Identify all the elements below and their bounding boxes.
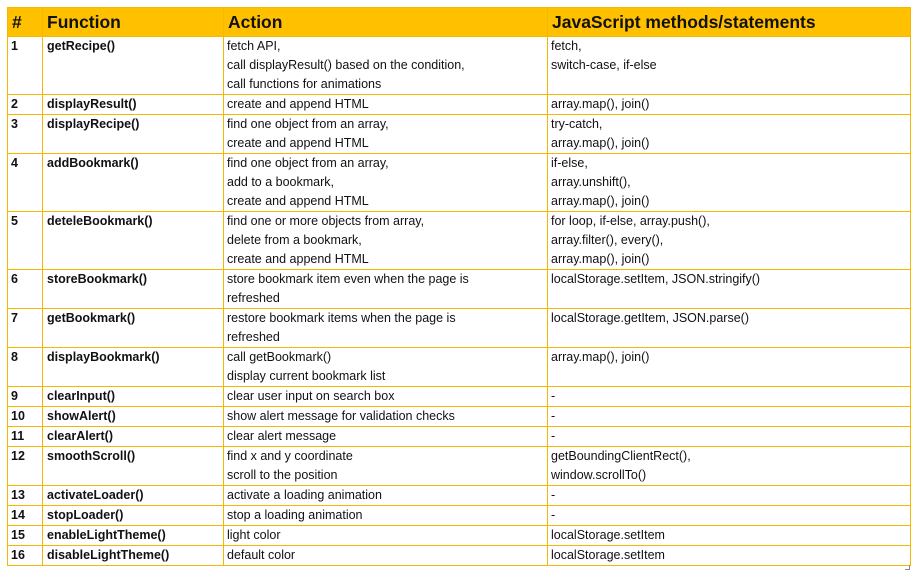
action-line: add to a bookmark, xyxy=(227,175,335,189)
action-line: create and append HTML xyxy=(227,252,369,266)
action-cell xyxy=(224,95,548,115)
action-line: store bookmark item even when the page is xyxy=(227,272,469,286)
action-cell xyxy=(224,486,548,506)
row-number xyxy=(8,270,43,309)
function-name: clearInput() xyxy=(47,389,116,403)
row-number xyxy=(8,212,43,270)
action-line: refreshed xyxy=(227,330,280,344)
methods-line: window.scrollTo() xyxy=(551,468,647,482)
action-cell xyxy=(224,270,548,309)
action-line: scroll to the position xyxy=(227,468,338,482)
action-line: call getBookmark() xyxy=(227,350,332,364)
function-name-cell xyxy=(43,348,224,387)
row-number xyxy=(8,407,43,427)
function-name: enableLightTheme() xyxy=(47,528,166,542)
action-line: clear alert message xyxy=(227,429,337,443)
action-line: find x and y coordinate xyxy=(227,449,353,463)
action-line: restore bookmark items when the page is xyxy=(227,311,456,325)
row-number xyxy=(8,37,43,95)
function-name: displayBookmark() xyxy=(47,350,160,364)
function-name-cell xyxy=(43,387,224,407)
methods-cell xyxy=(548,154,911,212)
methods-cell xyxy=(548,212,911,270)
table-row xyxy=(8,486,911,506)
function-name-cell xyxy=(43,407,224,427)
action-cell xyxy=(224,447,548,486)
row-number xyxy=(8,447,43,486)
methods-line: array.map(), join() xyxy=(551,194,650,208)
function-name: storeBookmark() xyxy=(47,272,148,286)
function-name-cell xyxy=(43,154,224,212)
action-cell xyxy=(224,506,548,526)
function-name-cell xyxy=(43,447,224,486)
function-name-cell xyxy=(43,486,224,506)
action-line: create and append HTML xyxy=(227,136,369,150)
action-cell xyxy=(224,546,548,566)
function-name-cell xyxy=(43,95,224,115)
action-line: activate a loading animation xyxy=(227,488,382,502)
function-name: deteleBookmark() xyxy=(47,214,153,228)
methods-cell xyxy=(548,526,911,546)
action-line: refreshed xyxy=(227,291,280,305)
action-cell xyxy=(224,407,548,427)
action-line: find one or more objects from array, xyxy=(227,214,425,228)
row-number xyxy=(8,427,43,447)
action-line: find one object from an array, xyxy=(227,117,389,131)
action-cell xyxy=(224,37,548,95)
row-number-text: 5 xyxy=(11,214,18,228)
table-row xyxy=(8,506,911,526)
table-row xyxy=(8,95,911,115)
row-number-text: 3 xyxy=(11,117,18,131)
action-line: show alert message for validation checks xyxy=(227,409,455,423)
function-name: clearAlert() xyxy=(47,429,113,443)
methods-cell xyxy=(548,95,911,115)
row-number-text: 4 xyxy=(11,156,18,170)
action-line: stop a loading animation xyxy=(227,508,363,522)
methods-line: - xyxy=(551,389,556,403)
function-name: displayRecipe() xyxy=(47,117,140,131)
function-name-cell xyxy=(43,270,224,309)
function-name: displayResult() xyxy=(47,97,137,111)
methods-cell xyxy=(548,348,911,387)
function-name-cell xyxy=(43,115,224,154)
methods-cell xyxy=(548,427,911,447)
action-cell xyxy=(224,387,548,407)
row-number-text: 13 xyxy=(11,488,25,502)
row-number xyxy=(8,486,43,506)
methods-line: - xyxy=(551,409,556,423)
function-name: addBookmark() xyxy=(47,156,139,170)
action-cell xyxy=(224,115,548,154)
methods-line: array.unshift(), xyxy=(551,175,631,189)
function-name-cell xyxy=(43,526,224,546)
row-number xyxy=(8,95,43,115)
row-number-text: 10 xyxy=(11,409,25,423)
table-row xyxy=(8,212,911,270)
methods-cell xyxy=(548,506,911,526)
header-methods: JavaScript methods/statements xyxy=(548,8,911,37)
row-number-text: 9 xyxy=(11,389,18,403)
action-cell xyxy=(224,309,548,348)
methods-line: - xyxy=(551,488,556,502)
action-line: fetch API, xyxy=(227,39,281,53)
function-name: getBookmark() xyxy=(47,311,136,325)
header-function: Function xyxy=(43,8,224,37)
row-number-text: 11 xyxy=(11,429,25,443)
function-name: getRecipe() xyxy=(47,39,116,53)
table-row xyxy=(8,309,911,348)
action-line: call displayResult() based on the condition, xyxy=(227,58,465,72)
row-number xyxy=(8,348,43,387)
methods-cell xyxy=(548,270,911,309)
methods-cell xyxy=(548,115,911,154)
table-row xyxy=(8,546,911,566)
methods-line: localStorage.setItem xyxy=(551,528,665,542)
function-name: showAlert() xyxy=(47,409,116,423)
function-name-cell xyxy=(43,427,224,447)
methods-line: fetch, xyxy=(551,39,582,53)
row-number-text: 12 xyxy=(11,449,25,463)
function-name: stopLoader() xyxy=(47,508,124,522)
row-number xyxy=(8,115,43,154)
table-body xyxy=(8,37,911,566)
table-row xyxy=(8,154,911,212)
action-line: create and append HTML xyxy=(227,194,369,208)
function-name-cell xyxy=(43,212,224,270)
table-row xyxy=(8,387,911,407)
functions-table xyxy=(7,7,911,566)
methods-line: - xyxy=(551,508,556,522)
function-name-cell xyxy=(43,546,224,566)
row-number xyxy=(8,526,43,546)
table-row xyxy=(8,427,911,447)
action-line: delete from a bookmark, xyxy=(227,233,362,247)
functions-table-wrapper xyxy=(7,7,910,566)
methods-line: localStorage.setItem, JSON.stringify() xyxy=(551,272,761,286)
row-number-text: 16 xyxy=(11,548,25,562)
row-number-text: 6 xyxy=(11,272,18,286)
methods-line: localStorage.getItem, JSON.parse() xyxy=(551,311,749,325)
action-line: create and append HTML xyxy=(227,97,369,111)
methods-line: array.map(), join() xyxy=(551,252,650,266)
row-number xyxy=(8,546,43,566)
methods-cell xyxy=(548,387,911,407)
methods-line: array.map(), join() xyxy=(551,136,650,150)
function-name: smoothScroll() xyxy=(47,449,136,463)
header-row xyxy=(8,8,911,37)
row-number xyxy=(8,387,43,407)
methods-cell xyxy=(548,447,911,486)
methods-cell xyxy=(548,309,911,348)
table-row xyxy=(8,115,911,154)
methods-line: if-else, xyxy=(551,156,588,170)
methods-line: try-catch, xyxy=(551,117,603,131)
row-number-text: 14 xyxy=(11,508,25,522)
methods-line: for loop, if-else, array.push(), xyxy=(551,214,710,228)
methods-line: - xyxy=(551,429,556,443)
table-row xyxy=(8,37,911,95)
row-number-text: 8 xyxy=(11,350,18,364)
row-number xyxy=(8,506,43,526)
table-row xyxy=(8,526,911,546)
action-line: find one object from an array, xyxy=(227,156,389,170)
header-action: Action xyxy=(224,8,548,37)
action-cell xyxy=(224,154,548,212)
action-cell xyxy=(224,427,548,447)
methods-line: switch-case, if-else xyxy=(551,58,657,72)
row-number xyxy=(8,154,43,212)
action-line: call functions for animations xyxy=(227,77,382,91)
action-line: light color xyxy=(227,528,281,542)
methods-cell xyxy=(548,37,911,95)
row-number-text: 15 xyxy=(11,528,25,542)
methods-line: array.map(), join() xyxy=(551,97,650,111)
row-number-text: 2 xyxy=(11,97,18,111)
action-cell xyxy=(224,526,548,546)
action-cell xyxy=(224,348,548,387)
methods-cell xyxy=(548,486,911,506)
function-name-cell xyxy=(43,37,224,95)
row-number xyxy=(8,309,43,348)
action-line: clear user input on search box xyxy=(227,389,395,403)
methods-line: localStorage.setItem xyxy=(551,548,665,562)
action-cell xyxy=(224,212,548,270)
methods-line: getBoundingClientRect(), xyxy=(551,449,691,463)
action-line: default color xyxy=(227,548,296,562)
header-number: # xyxy=(8,8,43,37)
table-row xyxy=(8,447,911,486)
methods-line: array.map(), join() xyxy=(551,350,650,364)
methods-line: array.filter(), every(), xyxy=(551,233,664,247)
function-name: disableLightTheme() xyxy=(47,548,170,562)
function-name: activateLoader() xyxy=(47,488,144,502)
function-name-cell xyxy=(43,309,224,348)
methods-cell xyxy=(548,407,911,427)
methods-cell xyxy=(548,546,911,566)
table-row xyxy=(8,407,911,427)
row-number-text: 1 xyxy=(11,39,18,53)
function-name-cell xyxy=(43,506,224,526)
table-row xyxy=(8,270,911,309)
action-line: display current bookmark list xyxy=(227,369,386,383)
table-row xyxy=(8,348,911,387)
row-number-text: 7 xyxy=(11,311,18,325)
